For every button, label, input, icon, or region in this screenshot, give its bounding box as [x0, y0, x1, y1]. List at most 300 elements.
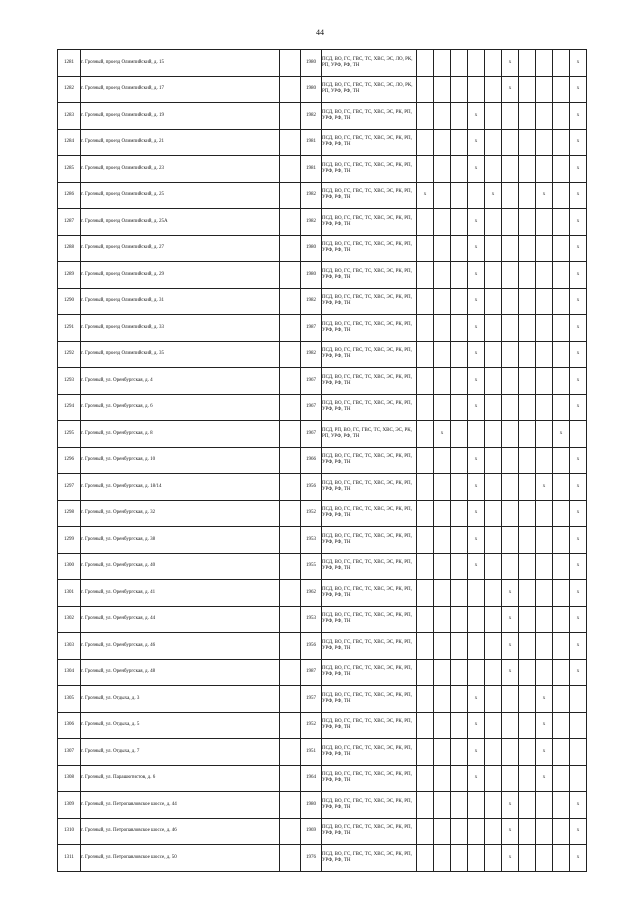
blank-cell: [280, 792, 301, 819]
mark-cell: [417, 76, 434, 103]
mark-cell: x: [570, 288, 587, 315]
work-types-cell: ПСД, ВО, ГС, ГВС, ТС, ХВС, ЭС, ЛО, РК, РП, УРФ, РФ, ТН: [322, 76, 417, 103]
mark-cell: [519, 156, 536, 183]
mark-cell: x: [468, 765, 485, 792]
address-cell: г. Грозный, ул. Петропавловское шоссе, д. 46: [81, 818, 280, 845]
work-types-cell: ПСД, ВО, ГС, ГВС, ТС, ХВС, ЭС, ЛО, РК, РП, УРФ, РФ, ТН: [322, 50, 417, 77]
mark-cell: [434, 845, 451, 872]
mark-cell: [502, 500, 519, 527]
mark-cell: [451, 686, 468, 713]
address-cell: г. Грозный, проезд Олимпийский, д. 27: [81, 235, 280, 262]
mark-cell: [519, 765, 536, 792]
mark-cell: [468, 818, 485, 845]
mark-cell: [553, 474, 570, 501]
mark-cell: [519, 103, 536, 130]
table-row: [58, 262, 587, 289]
mark-cell: [553, 368, 570, 395]
mark-cell: [519, 606, 536, 633]
mark-cell: [468, 421, 485, 448]
address-cell: г. Грозный, ул. Оренбургская, д. 40: [81, 553, 280, 580]
mark-cell: [519, 500, 536, 527]
mark-cell: [536, 50, 553, 77]
mark-cell: [451, 262, 468, 289]
blank-cell: [280, 262, 301, 289]
mark-cell: [570, 712, 587, 739]
table-body: [58, 50, 587, 872]
mark-cell: [485, 845, 502, 872]
mark-cell: [417, 739, 434, 766]
mark-cell: [519, 474, 536, 501]
mark-cell: x: [536, 712, 553, 739]
build-year-cell: 1966: [301, 447, 322, 474]
mark-cell: [434, 633, 451, 660]
mark-cell: [536, 262, 553, 289]
mark-cell: [553, 447, 570, 474]
mark-cell: [536, 659, 553, 686]
page-number: 44: [316, 28, 324, 37]
table-row: [58, 527, 587, 554]
address-cell: г. Грозный, ул. Петропавловское шоссе, д. 44: [81, 792, 280, 819]
mark-cell: [451, 209, 468, 236]
mark-cell: [417, 129, 434, 156]
mark-cell: [519, 76, 536, 103]
work-types-cell: ПСД, ВО, ГС, ГВС, ТС, ХВС, ЭС, РК, РП, УРФ, РФ, ТН: [322, 156, 417, 183]
blank-cell: [280, 156, 301, 183]
mark-cell: [536, 394, 553, 421]
work-types-cell: ПСД, ВО, ГС, ГВС, ТС, ХВС, ЭС, РК, РП, УРФ, РФ, ТН: [322, 209, 417, 236]
mark-cell: [553, 50, 570, 77]
mark-cell: x: [502, 50, 519, 77]
mark-cell: [417, 580, 434, 607]
mark-cell: [451, 527, 468, 554]
mark-cell: [536, 500, 553, 527]
mark-cell: [451, 50, 468, 77]
mark-cell: [502, 739, 519, 766]
address-cell: г. Грозный, ул. Оренбургская, д. 38: [81, 527, 280, 554]
mark-cell: x: [570, 103, 587, 130]
mark-cell: [502, 447, 519, 474]
mark-cell: [553, 182, 570, 209]
address-cell: г. Грозный, проезд Олимпийский, д. 35: [81, 341, 280, 368]
build-year-cell: 1980: [301, 792, 322, 819]
row-number-cell: 1308: [58, 765, 81, 792]
mark-cell: [485, 553, 502, 580]
address-cell: г. Грозный, ул. Оренбургская, д. 48: [81, 659, 280, 686]
mark-cell: [485, 447, 502, 474]
mark-cell: x: [434, 421, 451, 448]
blank-cell: [280, 421, 301, 448]
mark-cell: [519, 527, 536, 554]
mark-cell: [434, 527, 451, 554]
blank-cell: [280, 394, 301, 421]
mark-cell: [434, 235, 451, 262]
blank-cell: [280, 76, 301, 103]
mark-cell: x: [570, 633, 587, 660]
mark-cell: x: [570, 156, 587, 183]
table-row: [58, 712, 587, 739]
table-row: [58, 606, 587, 633]
mark-cell: [451, 315, 468, 342]
work-types-cell: ПСД, ВО, ГС, ГВС, ТС, ХВС, ЭС, РК, РП, УРФ, РФ, ТН: [322, 368, 417, 395]
table-row: [58, 474, 587, 501]
row-number-cell: 1309: [58, 792, 81, 819]
row-number-cell: 1295: [58, 421, 81, 448]
mark-cell: [536, 818, 553, 845]
mark-cell: x: [570, 447, 587, 474]
blank-cell: [280, 818, 301, 845]
mark-cell: [451, 474, 468, 501]
mark-cell: [502, 235, 519, 262]
row-number-cell: 1296: [58, 447, 81, 474]
address-cell: г. Грозный, ул. Парашютистов, д. 6: [81, 765, 280, 792]
mark-cell: [434, 209, 451, 236]
mark-cell: [553, 765, 570, 792]
build-year-cell: 1987: [301, 315, 322, 342]
mark-cell: [536, 606, 553, 633]
build-year-cell: 1982: [301, 182, 322, 209]
table-row: [58, 235, 587, 262]
table-row: [58, 156, 587, 183]
work-types-cell: ПСД, ВО, ГС, ГВС, ТС, ХВС, ЭС, РК, РП, УРФ, РФ, ТН: [322, 129, 417, 156]
mark-cell: [502, 394, 519, 421]
mark-cell: [553, 606, 570, 633]
mark-cell: [553, 712, 570, 739]
mark-cell: [434, 765, 451, 792]
build-year-cell: 1953: [301, 606, 322, 633]
mark-cell: [536, 156, 553, 183]
mark-cell: [485, 103, 502, 130]
mark-cell: [485, 262, 502, 289]
mark-cell: [502, 474, 519, 501]
blank-cell: [280, 368, 301, 395]
row-number-cell: 1284: [58, 129, 81, 156]
work-types-cell: ПСД, ВО, ГС, ГВС, ТС, ХВС, ЭС, РК, РП, УРФ, РФ, ТН: [322, 633, 417, 660]
address-cell: г. Грозный, проезд Олимпийский, д. 31: [81, 288, 280, 315]
mark-cell: [451, 792, 468, 819]
mark-cell: [570, 765, 587, 792]
row-number-cell: 1302: [58, 606, 81, 633]
address-cell: г. Грозный, проезд Олимпийский, д. 25: [81, 182, 280, 209]
blank-cell: [280, 103, 301, 130]
mark-cell: [434, 368, 451, 395]
table-row: [58, 659, 587, 686]
mark-cell: [553, 103, 570, 130]
build-year-cell: 1982: [301, 341, 322, 368]
mark-cell: [451, 182, 468, 209]
mark-cell: [485, 580, 502, 607]
mark-cell: x: [502, 845, 519, 872]
mark-cell: [451, 103, 468, 130]
table-row: [58, 739, 587, 766]
address-cell: г. Грозный, ул. Оренбургская, д. 6: [81, 394, 280, 421]
mark-cell: [519, 262, 536, 289]
row-number-cell: 1311: [58, 845, 81, 872]
build-year-cell: 1981: [301, 156, 322, 183]
work-types-cell: ПСД, ВО, ГС, ГВС, ТС, ХВС, ЭС, РК, РП, УРФ, РФ, ТН: [322, 818, 417, 845]
table-row: [58, 500, 587, 527]
build-year-cell: 1980: [301, 76, 322, 103]
blank-cell: [280, 182, 301, 209]
mark-cell: [485, 129, 502, 156]
mark-cell: [519, 421, 536, 448]
mark-cell: x: [570, 368, 587, 395]
mark-cell: x: [502, 633, 519, 660]
mark-cell: [451, 129, 468, 156]
mark-cell: [417, 315, 434, 342]
work-types-cell: ПСД, ВО, ГС, ГВС, ТС, ХВС, ЭС, РК, РП, УРФ, РФ, ТН: [322, 553, 417, 580]
mark-cell: [468, 633, 485, 660]
row-number-cell: 1294: [58, 394, 81, 421]
mark-cell: [434, 500, 451, 527]
mark-cell: x: [536, 686, 553, 713]
mark-cell: [451, 235, 468, 262]
mark-cell: [519, 686, 536, 713]
mark-cell: [502, 182, 519, 209]
mark-cell: x: [502, 76, 519, 103]
mark-cell: [468, 659, 485, 686]
work-types-cell: ПСД, ВО, ГС, ГВС, ТС, ХВС, ЭС, РК, РП, УРФ, РФ, ТН: [322, 182, 417, 209]
table-row: [58, 129, 587, 156]
build-year-cell: 1955: [301, 553, 322, 580]
work-types-cell: ПСД, РП, ВО, ГС, ГВС, ТС, ХВС, ЭС, РК, РП, УРФ, РФ, ТН: [322, 421, 417, 448]
mark-cell: [485, 500, 502, 527]
mark-cell: [519, 447, 536, 474]
mark-cell: x: [570, 606, 587, 633]
mark-cell: x: [536, 182, 553, 209]
blank-cell: [280, 606, 301, 633]
row-number-cell: 1288: [58, 235, 81, 262]
mark-cell: [485, 712, 502, 739]
work-types-cell: ПСД, ВО, ГС, ГВС, ТС, ХВС, ЭС, РК, РП, УРФ, РФ, ТН: [322, 447, 417, 474]
mark-cell: x: [570, 845, 587, 872]
mark-cell: [417, 368, 434, 395]
table-row: [58, 103, 587, 130]
row-number-cell: 1281: [58, 50, 81, 77]
blank-cell: [280, 527, 301, 554]
mark-cell: [536, 129, 553, 156]
mark-cell: [451, 553, 468, 580]
build-year-cell: 1952: [301, 500, 322, 527]
mark-cell: [553, 500, 570, 527]
mark-cell: [485, 739, 502, 766]
mark-cell: [434, 553, 451, 580]
mark-cell: x: [570, 818, 587, 845]
mark-cell: [553, 659, 570, 686]
blank-cell: [280, 686, 301, 713]
mark-cell: [417, 845, 434, 872]
mark-cell: [485, 368, 502, 395]
address-cell: г. Грозный, проезд Олимпийский, д. 23: [81, 156, 280, 183]
mark-cell: [519, 50, 536, 77]
row-number-cell: 1297: [58, 474, 81, 501]
mark-cell: x: [502, 580, 519, 607]
mark-cell: x: [536, 765, 553, 792]
row-number-cell: 1310: [58, 818, 81, 845]
mark-cell: [536, 845, 553, 872]
mark-cell: [485, 633, 502, 660]
table-row: [58, 182, 587, 209]
address-cell: г. Грозный, проезд Олимпийский, д. 15: [81, 50, 280, 77]
address-cell: г. Грозный, ул. Оренбургская, д. 4: [81, 368, 280, 395]
mark-cell: [417, 447, 434, 474]
mark-cell: [451, 76, 468, 103]
table-row: [58, 76, 587, 103]
mark-cell: [536, 792, 553, 819]
mark-cell: x: [468, 686, 485, 713]
address-cell: г. Грозный, ул. Петропавловское шоссе, д. 50: [81, 845, 280, 872]
row-number-cell: 1305: [58, 686, 81, 713]
row-number-cell: 1283: [58, 103, 81, 130]
mark-cell: x: [468, 553, 485, 580]
mark-cell: [434, 129, 451, 156]
mark-cell: x: [570, 527, 587, 554]
mark-cell: [553, 845, 570, 872]
mark-cell: x: [468, 341, 485, 368]
mark-cell: [536, 235, 553, 262]
work-types-cell: ПСД, ВО, ГС, ГВС, ТС, ХВС, ЭС, РК, РП, УРФ, РФ, ТН: [322, 765, 417, 792]
mark-cell: [553, 315, 570, 342]
mark-cell: x: [502, 659, 519, 686]
mark-cell: [536, 368, 553, 395]
mark-cell: [434, 288, 451, 315]
mark-cell: [468, 50, 485, 77]
build-year-cell: 1982: [301, 103, 322, 130]
mark-cell: [434, 262, 451, 289]
mark-cell: [434, 76, 451, 103]
build-year-cell: 1967: [301, 368, 322, 395]
blank-cell: [280, 129, 301, 156]
mark-cell: x: [570, 235, 587, 262]
mark-cell: [417, 765, 434, 792]
build-year-cell: 1980: [301, 262, 322, 289]
mark-cell: [519, 288, 536, 315]
mark-cell: [417, 341, 434, 368]
mark-cell: [434, 580, 451, 607]
build-year-cell: 1964: [301, 765, 322, 792]
row-number-cell: 1291: [58, 315, 81, 342]
mark-cell: [502, 103, 519, 130]
row-number-cell: 1299: [58, 527, 81, 554]
mark-cell: [451, 421, 468, 448]
mark-cell: [417, 50, 434, 77]
mark-cell: [536, 341, 553, 368]
mark-cell: [417, 209, 434, 236]
row-number-cell: 1290: [58, 288, 81, 315]
mark-cell: x: [468, 447, 485, 474]
mark-cell: [553, 792, 570, 819]
mark-cell: [553, 818, 570, 845]
build-year-cell: 1982: [301, 209, 322, 236]
work-types-cell: ПСД, ВО, ГС, ГВС, ТС, ХВС, ЭС, РК, РП, УРФ, РФ, ТН: [322, 235, 417, 262]
mark-cell: [417, 606, 434, 633]
mark-cell: [570, 739, 587, 766]
mark-cell: [519, 235, 536, 262]
mark-cell: x: [468, 394, 485, 421]
table-row: [58, 50, 587, 77]
mark-cell: [434, 341, 451, 368]
mark-cell: [451, 580, 468, 607]
blank-cell: [280, 553, 301, 580]
mark-cell: [451, 818, 468, 845]
mark-cell: x: [468, 712, 485, 739]
work-types-cell: ПСД, ВО, ГС, ГВС, ТС, ХВС, ЭС, РК, РП, УРФ, РФ, ТН: [322, 500, 417, 527]
mark-cell: x: [468, 527, 485, 554]
blank-cell: [280, 659, 301, 686]
mark-cell: [519, 633, 536, 660]
mark-cell: [434, 712, 451, 739]
mark-cell: [519, 368, 536, 395]
mark-cell: [434, 474, 451, 501]
row-number-cell: 1304: [58, 659, 81, 686]
build-year-cell: 1952: [301, 712, 322, 739]
blank-cell: [280, 500, 301, 527]
mark-cell: [451, 739, 468, 766]
mark-cell: [502, 712, 519, 739]
blank-cell: [280, 845, 301, 872]
mark-cell: [570, 686, 587, 713]
mark-cell: x: [468, 129, 485, 156]
mark-cell: [553, 235, 570, 262]
work-types-cell: ПСД, ВО, ГС, ГВС, ТС, ХВС, ЭС, РК, РП, УРФ, РФ, ТН: [322, 315, 417, 342]
mark-cell: [451, 368, 468, 395]
address-cell: г. Грозный, проезд Олимпийский, д. 29: [81, 262, 280, 289]
blank-cell: [280, 288, 301, 315]
blank-cell: [280, 209, 301, 236]
mark-cell: x: [502, 792, 519, 819]
mark-cell: x: [570, 341, 587, 368]
work-types-cell: ПСД, ВО, ГС, ГВС, ТС, ХВС, ЭС, РК, РП, УРФ, РФ, ТН: [322, 288, 417, 315]
blank-cell: [280, 580, 301, 607]
mark-cell: [553, 262, 570, 289]
mark-cell: [553, 394, 570, 421]
mark-cell: x: [570, 76, 587, 103]
mark-cell: x: [570, 792, 587, 819]
work-types-cell: ПСД, ВО, ГС, ГВС, ТС, ХВС, ЭС, РК, РП, УРФ, РФ, ТН: [322, 474, 417, 501]
build-year-cell: 1980: [301, 235, 322, 262]
work-types-cell: ПСД, ВО, ГС, ГВС, ТС, ХВС, ЭС, РК, РП, УРФ, РФ, ТН: [322, 580, 417, 607]
mark-cell: [519, 315, 536, 342]
address-cell: г. Грозный, проезд Олимпийский, д. 17: [81, 76, 280, 103]
mark-cell: x: [468, 209, 485, 236]
row-number-cell: 1307: [58, 739, 81, 766]
mark-cell: x: [468, 156, 485, 183]
blank-cell: [280, 765, 301, 792]
mark-cell: [536, 447, 553, 474]
build-year-cell: 1969: [301, 818, 322, 845]
mark-cell: x: [536, 739, 553, 766]
mark-cell: [485, 288, 502, 315]
work-types-cell: ПСД, ВО, ГС, ГВС, ТС, ХВС, ЭС, РК, РП, УРФ, РФ, ТН: [322, 606, 417, 633]
row-number-cell: 1306: [58, 712, 81, 739]
mark-cell: [434, 792, 451, 819]
mark-cell: [519, 341, 536, 368]
blank-cell: [280, 712, 301, 739]
mark-cell: x: [570, 129, 587, 156]
mark-cell: [468, 580, 485, 607]
mark-cell: [417, 792, 434, 819]
address-cell: г. Грозный, ул. Отдыха, д. 5: [81, 712, 280, 739]
mark-cell: x: [502, 606, 519, 633]
mark-cell: [536, 315, 553, 342]
mark-cell: [417, 633, 434, 660]
table-row: [58, 368, 587, 395]
mark-cell: [468, 845, 485, 872]
mark-cell: x: [570, 553, 587, 580]
address-cell: г. Грозный, ул. Отдыха, д. 7: [81, 739, 280, 766]
table-row: [58, 341, 587, 368]
mark-cell: [502, 553, 519, 580]
mark-cell: [536, 421, 553, 448]
